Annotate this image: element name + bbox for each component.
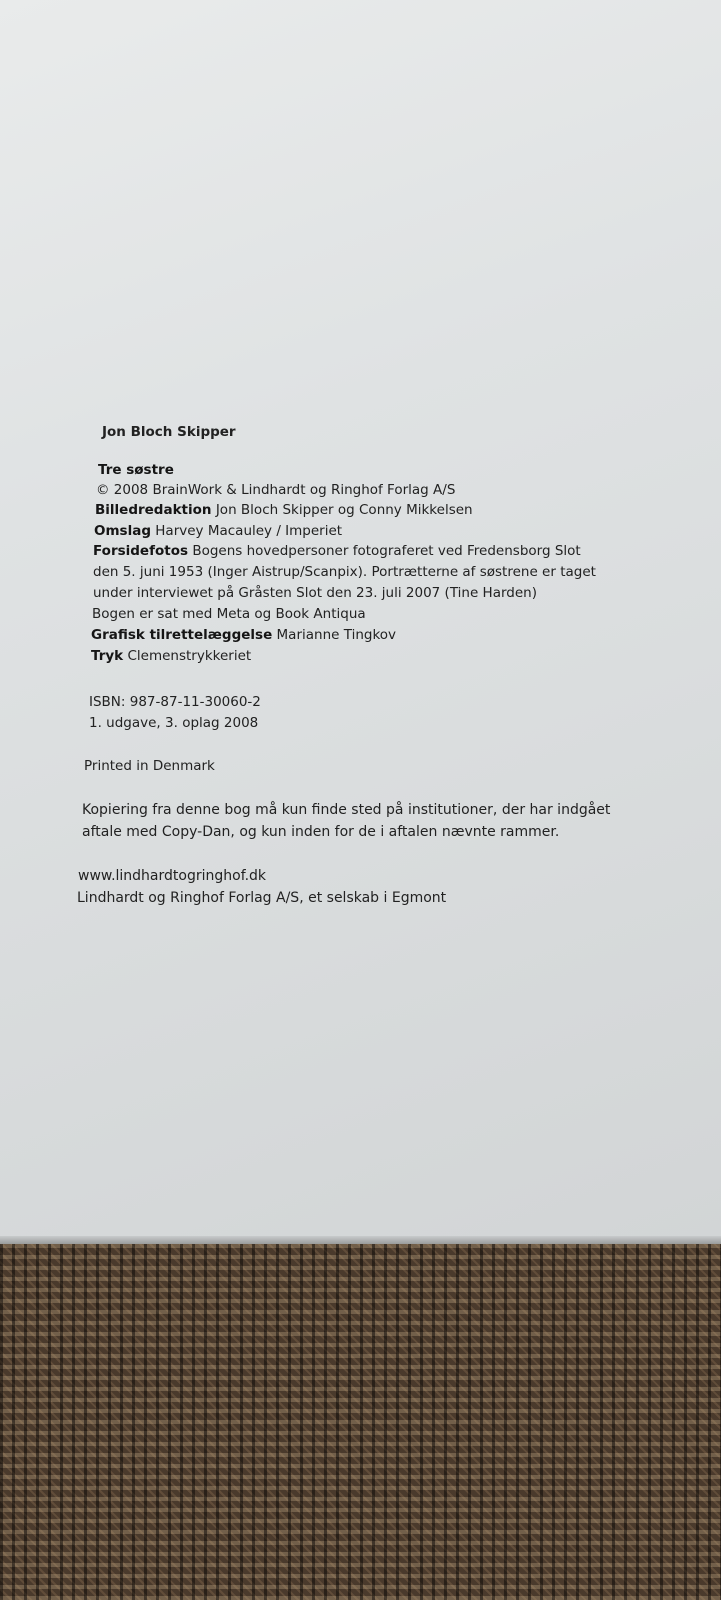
isbn-line: ISBN: 987-87-11-30060-2 xyxy=(89,694,261,710)
credit-label: Grafisk tilrettelæggelse xyxy=(91,627,273,643)
credit-label: Forsidefotos xyxy=(93,543,189,559)
credit-picture-editing xyxy=(95,502,473,518)
credit-cover xyxy=(94,523,342,539)
photo-credit-line: under interviewet på Gråsten Slot den 23. juli 2007 (Tine Harden) xyxy=(93,585,537,601)
credit-label: Billedredaktion xyxy=(95,502,212,518)
photo-credit-line: den 5. juni 1953 (Inger Aistrup/Scanpix). Portrætterne af søstrene er taget xyxy=(93,564,596,580)
copying-notice-line: Kopiering fra denne bog må kun finde sted på institutioner, der har indgået xyxy=(82,802,611,818)
credit-label: Tryk xyxy=(91,648,124,664)
credit-value: Bogens hovedpersoner fotograferet ved Fredensborg Slot xyxy=(192,543,581,559)
credit-cover-photos xyxy=(93,543,581,559)
author-name: Jon Bloch Skipper xyxy=(102,424,236,440)
copyright-line: © 2008 BrainWork & Lindhardt og Ringhof Forlag A/S xyxy=(96,482,456,498)
credit-print xyxy=(91,648,251,664)
credit-value: Marianne Tingkov xyxy=(276,627,397,643)
credit-value: Jon Bloch Skipper og Conny Mikkelsen xyxy=(215,502,473,518)
printed-in-line: Printed in Denmark xyxy=(84,758,215,774)
credit-value: Clemenstrykkeriet xyxy=(127,648,252,664)
credit-value: Harvey Macauley / Imperiet xyxy=(155,523,343,539)
page-edge xyxy=(0,1236,721,1244)
publisher-line: Lindhardt og Ringhof Forlag A/S, et selskab i Egmont xyxy=(77,890,447,906)
copying-notice-line: aftale med Copy-Dan, og kun inden for de i aftalen nævnte rammer. xyxy=(82,824,560,840)
credit-layout xyxy=(91,627,396,643)
website-link: www.lindhardtogringhof.dk xyxy=(78,868,267,884)
book-title: Tre søstre xyxy=(98,462,174,478)
fabric-background xyxy=(0,1244,721,1600)
typeface-line: Bogen er sat med Meta og Book Antiqua xyxy=(92,606,366,622)
credit-label: Omslag xyxy=(94,523,151,539)
edition-line: 1. udgave, 3. oplag 2008 xyxy=(89,715,259,731)
